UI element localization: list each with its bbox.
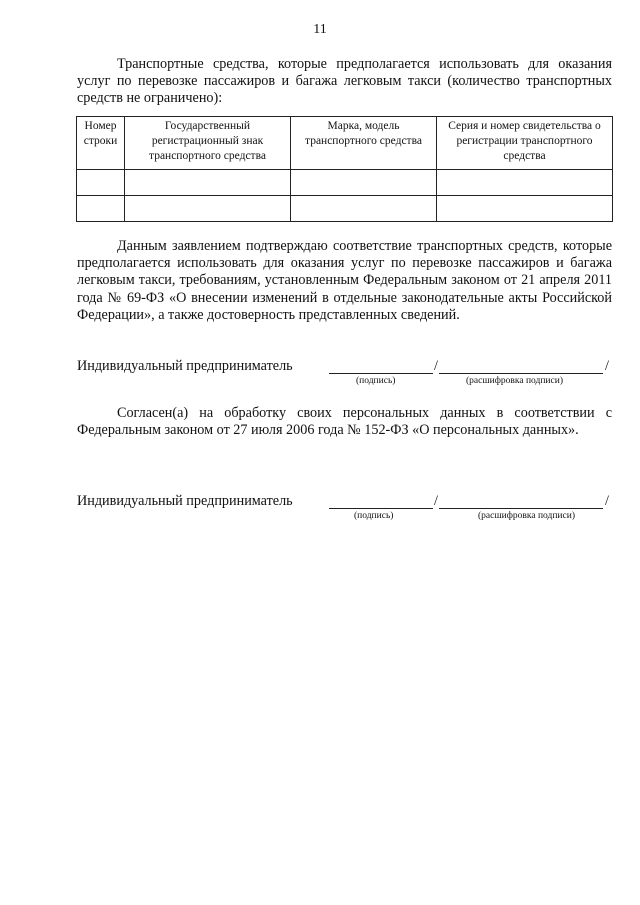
table-cell[interactable] bbox=[125, 170, 291, 196]
table-cell[interactable] bbox=[125, 196, 291, 222]
slash-separator: / bbox=[434, 493, 438, 509]
decryption-caption: (расшифровка подписи) bbox=[466, 376, 563, 386]
table-cell[interactable] bbox=[437, 170, 613, 196]
consent-paragraph: Согласен(а) на обработку своих персональных данных в соответствии с Федеральным законом от 27 июля 2006 года № 152-ФЗ «О персональных данных». bbox=[77, 405, 612, 439]
decryption-line[interactable] bbox=[439, 373, 603, 374]
signature-block-2 bbox=[77, 493, 617, 533]
header-registration-cert: Серия и номер свидетельства о регистрации транспортного средства bbox=[437, 117, 613, 170]
signature-caption: (подпись) bbox=[354, 511, 394, 521]
signature-caption: (подпись) bbox=[356, 376, 396, 386]
table-header-row bbox=[77, 117, 613, 170]
table-cell[interactable] bbox=[291, 196, 437, 222]
slash-separator: / bbox=[434, 358, 438, 374]
page-number: 11 bbox=[313, 22, 327, 37]
vehicles-intro-paragraph: Транспортные средства, которые предполагается использовать для оказания услуг по перевозке пассажиров и багажа легковым такси (количество транспортных средств не ограничено): bbox=[77, 56, 612, 107]
signer-label: Индивидуальный предприниматель bbox=[77, 358, 293, 374]
decryption-line[interactable] bbox=[439, 508, 603, 509]
slash-separator: / bbox=[605, 358, 609, 374]
slash-separator: / bbox=[605, 493, 609, 509]
decryption-caption: (расшифровка подписи) bbox=[478, 511, 575, 521]
table-cell[interactable] bbox=[437, 196, 613, 222]
table-row bbox=[77, 196, 613, 222]
table-cell[interactable] bbox=[291, 170, 437, 196]
vehicles-table bbox=[76, 116, 613, 222]
confirmation-paragraph: Данным заявлением подтверждаю соответствие транспортных средств, которые предполагается использовать для оказания услуг по перевозке пассажиров и багажа легковым такси, требованиям, установленным Федеральным законом от 21 апреля 2011 года № 69-ФЗ «О внесении изменений в отдельные законодательные акты Российской Федерации», а также достоверность представленных сведений. bbox=[77, 238, 612, 323]
table-row bbox=[77, 170, 613, 196]
signature-line[interactable] bbox=[329, 508, 433, 509]
table-cell[interactable] bbox=[77, 170, 125, 196]
header-reg-plate: Государственный регистрационный знак транспортного средства bbox=[125, 117, 291, 170]
signer-label: Индивидуальный предприниматель bbox=[77, 493, 293, 509]
header-row-number: Номер строки bbox=[77, 117, 125, 170]
signature-block-1 bbox=[77, 358, 617, 398]
table-cell[interactable] bbox=[77, 196, 125, 222]
header-make-model: Марка, модель транспортного средства bbox=[291, 117, 437, 170]
signature-line[interactable] bbox=[329, 373, 433, 374]
